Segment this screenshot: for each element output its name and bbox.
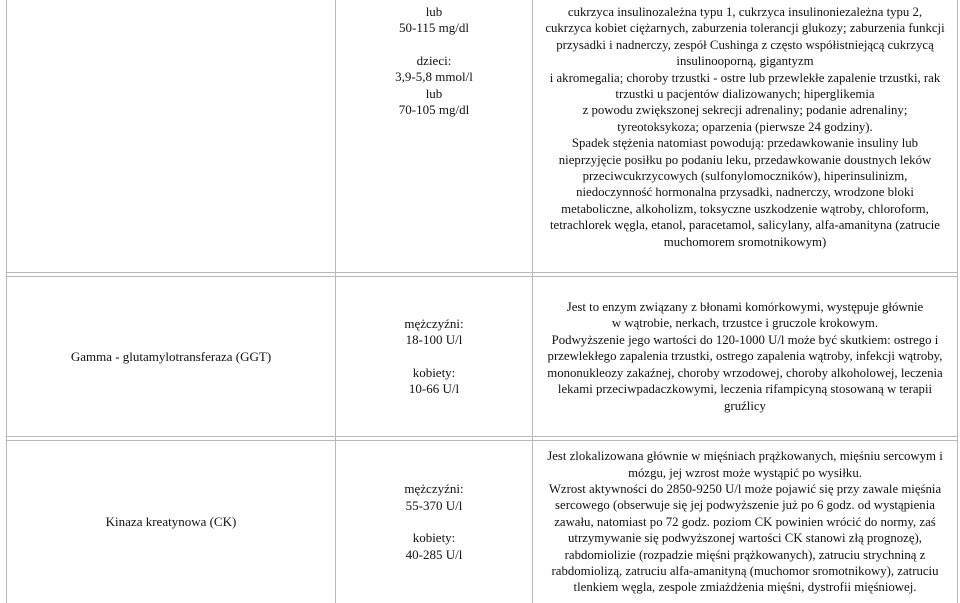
desc-line: Wzrost aktywności do 2850-9250 U/l może pojawić się przy zawale mięśnia bbox=[548, 481, 942, 496]
ref-line: 70-105 mg/dl bbox=[398, 102, 470, 117]
row1-description bbox=[533, 4, 957, 249]
ref-line: 50-115 mg/dl bbox=[399, 20, 469, 35]
desc-line: przeciwcukrzycowych (sulfonylomoczników), hiperinsulinizm, bbox=[582, 169, 908, 184]
desc-line: tlenkiem węgla, zespole zmiażdżenia mięśni, dystrofii mięśniowej. bbox=[573, 580, 917, 595]
col-divider bbox=[957, 0, 958, 603]
row1-reference bbox=[336, 0, 532, 122]
desc-line: Podwyższenie jego wartości do 120-1000 U/l może być skutkiem: ostrego i bbox=[551, 332, 939, 347]
desc-line: cukrzyca kobiet ciężarnych, zaburzenia tolerancji glukozy; zaburzenia funkcji bbox=[545, 21, 945, 36]
desc-line: tetrachlorek węgla, etanol, paracetamol, salicylany, alfa-amanityna (zatrucie bbox=[550, 218, 940, 233]
desc-line: w wątrobie, nerkach, trzustce i gruczole krokowym. bbox=[611, 316, 879, 331]
ref-line: lub bbox=[425, 85, 443, 101]
ref-line: lub bbox=[425, 3, 443, 19]
desc-line: niedoczynność hormonalna przysadki, nadnerczy, wrodzone bloki bbox=[576, 185, 914, 200]
row-divider bbox=[6, 436, 958, 437]
desc-line: Spadek stężenia natomiast powodują: przedawkowanie insuliny lub bbox=[571, 136, 919, 151]
desc-line: i akromegalia; choroby trzustki - ostre lub przewlekłe zapalenie trzustki, rak bbox=[549, 70, 941, 85]
desc-line: przewlekłego zapalenia trzustki, ostrego zapalenia wątroby, infekcji wątroby, bbox=[547, 349, 943, 364]
row2-description bbox=[533, 277, 957, 436]
desc-line: przysadki i nadnerczy, zespół Cushinga z często współistniejącą cukrzycą bbox=[556, 37, 934, 52]
desc-line: Jest zlokalizowana głównie w mięśniach prążkowanych, mięśniu sercowym i bbox=[547, 449, 943, 464]
desc-line: mononukleozy zakaźnej, choroby wrzodowej, choroby alkoholowej, leczenia bbox=[547, 365, 943, 380]
desc-line: rabdomiolizą, zatruciu alfa-amanityną (muchomor sromotnikowy), zatruciu bbox=[551, 564, 939, 579]
row2-reference bbox=[336, 277, 532, 436]
desc-line: z powodu zwiększonej sekrecji adrenaliny; podanie adrenaliny; bbox=[582, 103, 908, 118]
test-name: Kinaza kreatynowa (CK) bbox=[105, 514, 237, 529]
desc-line: Jest to enzym związany z błonami komórkowymi, występuje głównie bbox=[566, 300, 924, 315]
ref-line: 55-370 U/l bbox=[405, 497, 463, 513]
desc-line: insulinooporną, gigantyzm bbox=[676, 54, 814, 69]
desc-line: trzustki u pacjentów dializowanych; hiperglikemia bbox=[615, 87, 875, 102]
desc-line: metaboliczne, alkoholizm, toksyczne uszkodzenie wątroby, chloroform, bbox=[561, 201, 929, 216]
ref-line: 3,9-5,8 mmol/l bbox=[395, 69, 473, 84]
desc-line: nieprzyjęcie posiłku po podaniu leku, przedawkowanie doustnych leków bbox=[558, 152, 932, 167]
desc-line: sercowego (obserwuje się jej podwyższenie już po 6 godz. od wystąpienia bbox=[555, 498, 935, 513]
row3-test-name bbox=[7, 441, 335, 603]
ref-line: mężczyźni: bbox=[404, 481, 464, 496]
desc-line: mózgu, jej wzrost może wystąpić po wysiłku. bbox=[628, 465, 862, 480]
desc-line: cukrzyca insulinozależna typu 1, cukrzyca insulinoniezależna typu 2, bbox=[567, 5, 923, 19]
row2-test-name bbox=[7, 277, 335, 436]
desc-line: tyreotoksykoza; oparzenia (pierwsze 24 godziny). bbox=[617, 119, 873, 134]
ref-line: 10-66 U/l bbox=[408, 381, 460, 396]
row3-description bbox=[533, 441, 957, 603]
ref-line: kobiety: bbox=[412, 364, 456, 380]
desc-line: utrzymywanie się podwyższonej wartości CK stanowi złą prognozę), bbox=[568, 531, 922, 546]
desc-line: zawału, natomiast po 72 godz. poziom CK powinien wrócić do normy, zaś bbox=[554, 514, 936, 529]
row-divider bbox=[6, 272, 958, 273]
desc-line: muchomorem sromotnikowym) bbox=[663, 234, 827, 249]
test-name: Gamma - glutamylotransferaza (GGT) bbox=[70, 348, 272, 364]
ref-line: kobiety: bbox=[412, 530, 456, 545]
desc-line: rabdomiolizie (rozpadzie mięśni prążkowanych), zatruciu strychniną z bbox=[564, 547, 926, 562]
ref-line: mężczyźni: bbox=[404, 315, 464, 331]
ref-line: 18-100 U/l bbox=[405, 332, 463, 347]
ref-line: 40-285 U/l bbox=[405, 546, 463, 562]
desc-line: lekami przeciwpadaczkowymi, leczenia rifampicyną stosowaną w terapii bbox=[557, 382, 933, 397]
row3-reference bbox=[336, 441, 532, 603]
ref-line: dzieci: bbox=[416, 52, 452, 68]
desc-line: gruźlicy bbox=[724, 398, 766, 413]
